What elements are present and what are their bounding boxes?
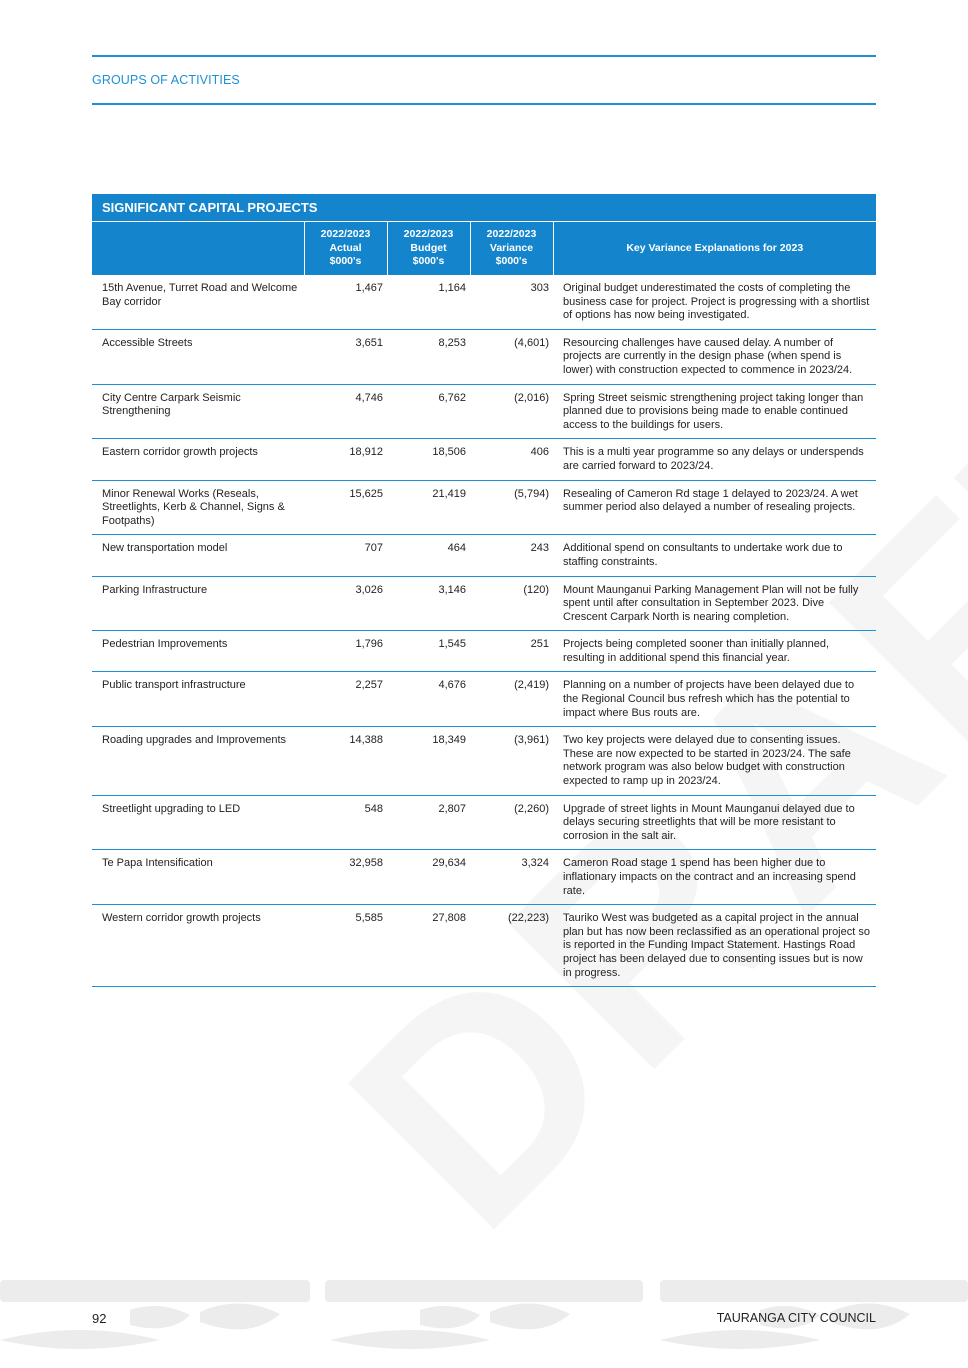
variance-cell: 3,324 <box>470 850 553 905</box>
table-row <box>92 384 876 439</box>
actual-column-header <box>304 222 387 275</box>
project-name-cell: Eastern corridor growth projects <box>92 439 304 480</box>
header-measure: Variance <box>489 241 534 254</box>
header-unit: $000's <box>412 255 445 268</box>
budget-column-header <box>387 222 470 275</box>
table-header-row <box>92 222 876 275</box>
actual-cell: 2,257 <box>304 672 387 727</box>
actual-cell: 1,467 <box>304 275 387 329</box>
variance-cell: (3,961) <box>470 727 553 795</box>
actual-cell: 3,651 <box>304 329 387 384</box>
project-name-cell: Streetlight upgrading to LED <box>92 795 304 850</box>
table-row <box>92 329 876 384</box>
header-unit: $000's <box>495 255 528 268</box>
budget-cell: 1,545 <box>387 631 470 672</box>
variance-cell: 406 <box>470 439 553 480</box>
variance-cell: (120) <box>470 576 553 631</box>
actual-cell: 15,625 <box>304 480 387 535</box>
budget-cell: 27,808 <box>387 905 470 987</box>
budget-cell: 18,349 <box>387 727 470 795</box>
table-row <box>92 672 876 727</box>
project-column-header <box>92 222 304 275</box>
table-row <box>92 727 876 795</box>
project-name-cell: Accessible Streets <box>92 329 304 384</box>
page-number: 92 <box>92 1311 107 1326</box>
capital-projects-table <box>92 194 876 987</box>
budget-cell: 4,676 <box>387 672 470 727</box>
explanation-cell: Planning on a number of projects have been delayed due to the Regional Council bus refresh which has the potential to impact where Bus routs are. <box>553 672 876 727</box>
organisation-name: TAURANGA CITY COUNCIL <box>716 1311 876 1325</box>
explanation-cell: Resealing of Cameron Rd stage 1 delayed to 2023/24. A wet summer period also delayed a number of resealing projects. <box>553 480 876 535</box>
explanation-cell: Additional spend on consultants to undertake work due to staffing constraints. <box>553 535 876 576</box>
header-bottom-rule <box>92 103 876 105</box>
explanation-cell: Upgrade of street lights in Mount Maunganui delayed due to delays securing streetlights that will be more resistant to corrosion in the salt air. <box>553 795 876 850</box>
actual-cell: 14,388 <box>304 727 387 795</box>
budget-cell: 29,634 <box>387 850 470 905</box>
table-row <box>92 480 876 535</box>
explanation-cell: Cameron Road stage 1 spend has been higher due to inflationary impacts on the contract and an increasing spend rate. <box>553 850 876 905</box>
variance-cell: (2,260) <box>470 795 553 850</box>
explanation-cell: Tauriko West was budgeted as a capital project in the annual plan but has now been reclassified as an operational project so is reported in the Funding Impact Statement. Hastings Road project has been delayed due to consenting issues but is now in progress. <box>553 905 876 987</box>
projects-table-grid <box>92 222 876 987</box>
header-measure: Budget <box>410 241 447 254</box>
explanation-cell: Mount Maunganui Parking Management Plan will not be fully spent until after consultation in September 2023. Dive Crescent Carpark North is nearing completion. <box>553 576 876 631</box>
header-year: 2022/2023 <box>486 228 537 241</box>
actual-cell: 5,585 <box>304 905 387 987</box>
project-name-cell: 15th Avenue, Turret Road and Welcome Bay corridor <box>92 275 304 329</box>
actual-cell: 3,026 <box>304 576 387 631</box>
variance-cell: 243 <box>470 535 553 576</box>
header-year: 2022/2023 <box>320 228 371 241</box>
table-title: SIGNIFICANT CAPITAL PROJECTS <box>92 194 876 222</box>
variance-cell: 251 <box>470 631 553 672</box>
budget-cell: 464 <box>387 535 470 576</box>
project-name-cell: Western corridor growth projects <box>92 905 304 987</box>
table-row <box>92 576 876 631</box>
table-row <box>92 631 876 672</box>
explanation-cell: Original budget underestimated the costs of completing the business case for project. Project is progressing with a shortlist of options has now being investigated. <box>553 275 876 329</box>
explanation-cell: Resourcing challenges have caused delay. A number of projects are currently in the design phase (when spend is lower) with construction expected to commence in 2023/24. <box>553 329 876 384</box>
variance-cell: 303 <box>470 275 553 329</box>
project-name-cell: Roading upgrades and Improvements <box>92 727 304 795</box>
explanation-cell: Projects being completed sooner than initially planned, resulting in additional spend this financial year. <box>553 631 876 672</box>
project-name-cell: New transportation model <box>92 535 304 576</box>
table-row <box>92 275 876 329</box>
actual-cell: 18,912 <box>304 439 387 480</box>
budget-cell: 2,807 <box>387 795 470 850</box>
budget-cell: 1,164 <box>387 275 470 329</box>
header-measure: Actual <box>329 241 362 254</box>
project-name-cell: Pedestrian Improvements <box>92 631 304 672</box>
table-row <box>92 905 876 987</box>
budget-cell: 6,762 <box>387 384 470 439</box>
section-label: GROUPS OF ACTIVITIES <box>92 73 240 87</box>
variance-cell: (2,016) <box>470 384 553 439</box>
actual-cell: 32,958 <box>304 850 387 905</box>
explanation-cell: Two key projects were delayed due to consenting issues. These are now expected to be started in 2023/24. The safe network program was also below budget with construction expected to ramp up in 2023/24. <box>553 727 876 795</box>
actual-cell: 4,746 <box>304 384 387 439</box>
table-row <box>92 439 876 480</box>
variance-column-header <box>470 222 553 275</box>
budget-cell: 8,253 <box>387 329 470 384</box>
explanation-column-header: Key Variance Explanations for 2023 <box>553 222 876 275</box>
header-unit: $000's <box>329 255 362 268</box>
actual-cell: 548 <box>304 795 387 850</box>
table-row <box>92 850 876 905</box>
budget-cell: 3,146 <box>387 576 470 631</box>
variance-cell: (5,794) <box>470 480 553 535</box>
header-top-rule <box>92 55 876 57</box>
actual-cell: 707 <box>304 535 387 576</box>
project-name-cell: Te Papa Intensification <box>92 850 304 905</box>
project-name-cell: Public transport infrastructure <box>92 672 304 727</box>
explanation-cell: Spring Street seismic strengthening project taking longer than planned due to provisions being made to enable continued access to the buildings for users. <box>553 384 876 439</box>
variance-cell: (2,419) <box>470 672 553 727</box>
table-row <box>92 535 876 576</box>
project-name-cell: City Centre Carpark Seismic Strengthening <box>92 384 304 439</box>
actual-cell: 1,796 <box>304 631 387 672</box>
variance-cell: (22,223) <box>470 905 553 987</box>
project-name-cell: Parking Infrastructure <box>92 576 304 631</box>
budget-cell: 21,419 <box>387 480 470 535</box>
variance-cell: (4,601) <box>470 329 553 384</box>
table-row <box>92 795 876 850</box>
explanation-cell: This is a multi year programme so any delays or underspends are carried forward to 2023/24. <box>553 439 876 480</box>
budget-cell: 18,506 <box>387 439 470 480</box>
header-year: 2022/2023 <box>403 228 454 241</box>
project-name-cell: Minor Renewal Works (Reseals, Streetlights, Kerb & Channel, Signs & Footpaths) <box>92 480 304 535</box>
